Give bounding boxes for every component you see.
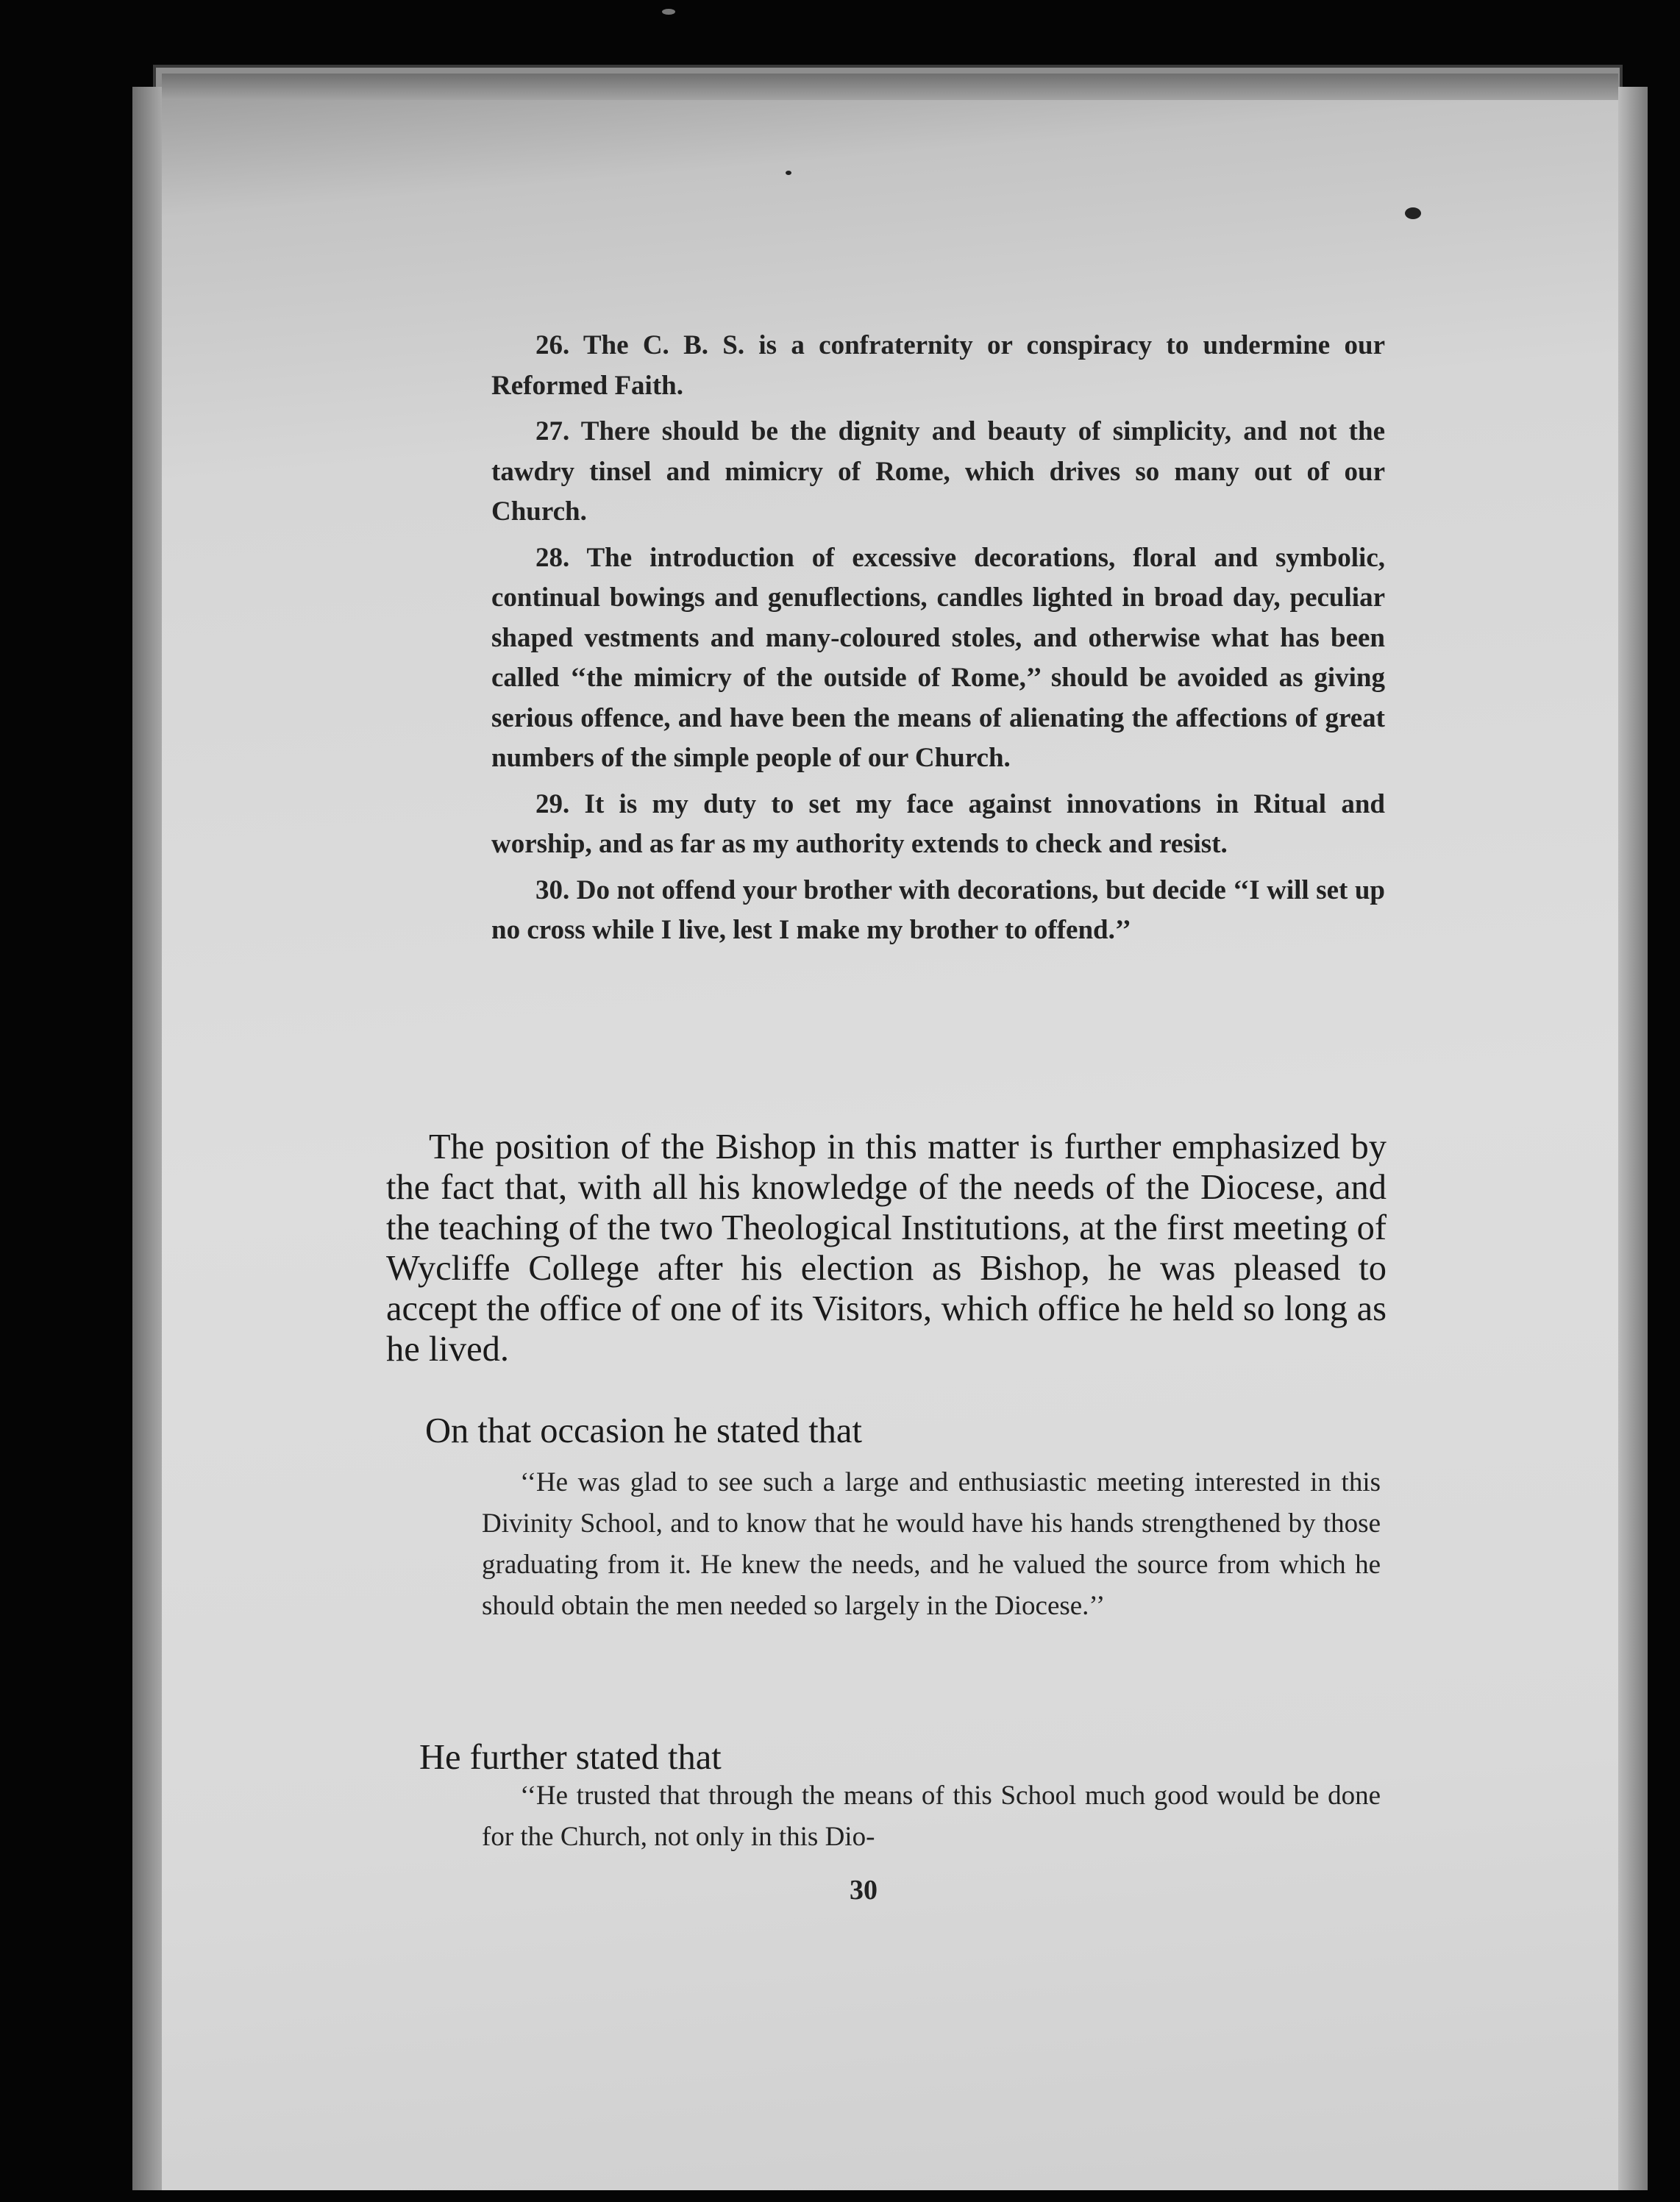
quote-block-two — [482, 1775, 1381, 1858]
quote-block-one — [482, 1462, 1381, 1627]
resolution-number: 30. — [535, 874, 570, 905]
resolution-number: 29. — [535, 788, 570, 819]
body-paragraph-block — [386, 1127, 1387, 1369]
resolution-number: 28. — [535, 542, 570, 573]
quote-text: ‘‘He was glad to see such a large and enthusiastic meeting interested in this Divinity School, and to know that he would have his hands strengthened by those graduating from it. He knew the needs, and he valued the source from which he should obtain the men needed so largely in the Diocese.’’ — [482, 1467, 1381, 1621]
resolution-item — [491, 871, 1385, 951]
resolution-item — [491, 785, 1385, 865]
resolution-text: It is my duty to set my face against innovations in Ritual and worship, and as far as my authority extends to check and resist. — [491, 788, 1385, 859]
resolution-item — [491, 326, 1385, 406]
resolution-text: There should be the dignity and beauty of simplicity, and not the tawdry tinsel and mimicry of Rome, which drives so many out of our Church. — [491, 416, 1385, 527]
resolution-number: 27. — [535, 416, 570, 446]
resolution-item — [491, 538, 1385, 779]
resolution-item — [491, 412, 1385, 532]
body-paragraph: The position of the Bishop in this matter is further emphasized by the fact that, with all his knowledge of the needs of the Diocese, and the teaching of the two Theological Institutions, at the first meeting of Wycliffe College after his election as Bishop, he was pleased to accept the office of one of its Visitors, which office he held so long as he lived. — [386, 1127, 1387, 1369]
resolutions-list — [491, 326, 1385, 957]
resolution-text: The introduction of excessive decorations, floral and symbolic, continual bowings and genuflections, candles lighted in broad day, peculiar shaped vestments and many-coloured stoles, and otherwise what has been called ‘‘the mimicry of the outside of Rome,’’ should be avoided as giving serious offence, and have been the means of alienating the affections of great numbers of the simple people of our Church. — [491, 542, 1385, 773]
resolution-text: Do not offend your brother with decorations, but decide ‘‘I will set up no cross while I live, lest I make my brother to offend.’’ — [491, 874, 1386, 945]
quote-text: ‘‘He trusted that through the means of this School much good would be done for the Church, not only in this Dio- — [482, 1781, 1381, 1852]
occasion-intro: On that occasion he stated that — [425, 1411, 862, 1450]
resolution-text: The C. B. S. is a confraternity or conspiracy to undermine our Reformed Faith. — [491, 330, 1385, 401]
page-number: 30 — [850, 1875, 878, 1906]
further-intro: He further stated that — [419, 1738, 722, 1777]
resolution-number: 26. — [535, 330, 570, 360]
